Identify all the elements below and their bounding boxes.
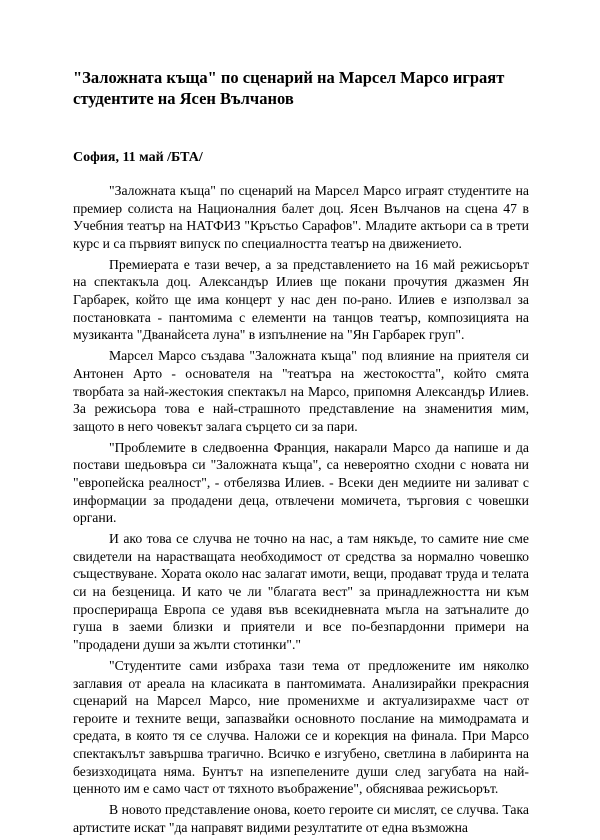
article-paragraph: В новото представление онова, което героите си мислят, се случва. Така артистите искат "да направят видими резултатите от една възможна [73, 802, 529, 835]
article-dateline: София, 11 май /БТА/ [73, 150, 203, 165]
article-title: "Заложната къща" по сценарий на Марсел Марсо играят студентите на Ясен Вълчанов [73, 68, 505, 108]
article-paragraph: "Проблемите в следвоенна Франция, накарали Марсо да напише и да постави шедьовъра си "Заложната къща", са невероятно сходни с новата ни "европейска реалност", - отбелязва Илиев. - Всеки ден медиите ни заливат с информации за продадени деца, отвлечени момичета, търговия с човешки органи. [73, 439, 529, 526]
article-paragraph: Марсел Марсо създава "Заложната къща" под влияние на приятеля си Антонен Арто - основателя на "театъра на жестокостта", който смята творбата за най-жестокия спектакъл на Марсо, припомня Александър Илиев. За режисьора това е най-страшното представление на знаменития мим, защото в него човекът залага сърцето си за пари. [73, 348, 529, 434]
article-paragraph: Премиерата е тази вечер, а за представлението на 16 май режисьорът на спектакъла доц. Александър Илиев ще покани прочутия джазмен Ян Гарбарек, който ще има концерт у нас ден по-рано. Илиев е използвал за постановката - пантомима с елементи на танцов театър, композицията на музиканта "Дванайсета луна" в изпълнение на "Ян Гарбарек груп". [73, 256, 529, 343]
article-paragraph: "Заложната къща" по сценарий на Марсел Марсо играят студентите на премиер солиста на Националния балет доц. Ясен Вълчанов на сцена 47 в Учебния театър на НАТФИЗ "Кръстьо Сарафов". Младите актьори са в трети курс и са първият випуск по специалността театър на движението. [73, 183, 529, 251]
article-paragraph: "Студентите сами избраха тази тема от предложените им няколко заглавия от ареала на класиката в пантомимата. Анализирайки прекрасния сценарий на Марсел Марсо, ние променихме и актуализирахме част от героите и техните вещи, запазвайки основното послание на мимодрамата и средата, в която тя се случва. Наложи се и корекция на финала. При Марсо спектакълът завършва трагично. Всичко е изгубено, светлина в лабиринта на безизходицата няма. Бунтът на изпепелените души след загубата на най-ценното им е само част от тяхното въображение", обясняваа режисьорът. [73, 657, 529, 797]
article-paragraph: И ако това се случва не точно на нас, а там някъде, то самите ние сме свидетели на нарастващата необходимост от средства за нормално човешко съществуване. Хората около нас залагат имоти, вещи, продават труда и телата си на безценица. И като че ли "благата вест" за принадлежността ни към просперираща Европа се удавя във всекидневната мъгла на затъналите до гуша в заеми близки и приятели и все по-безпардонни примери на "продадени души за жълти стотинки"." [73, 531, 529, 652]
article-body [73, 182, 529, 840]
